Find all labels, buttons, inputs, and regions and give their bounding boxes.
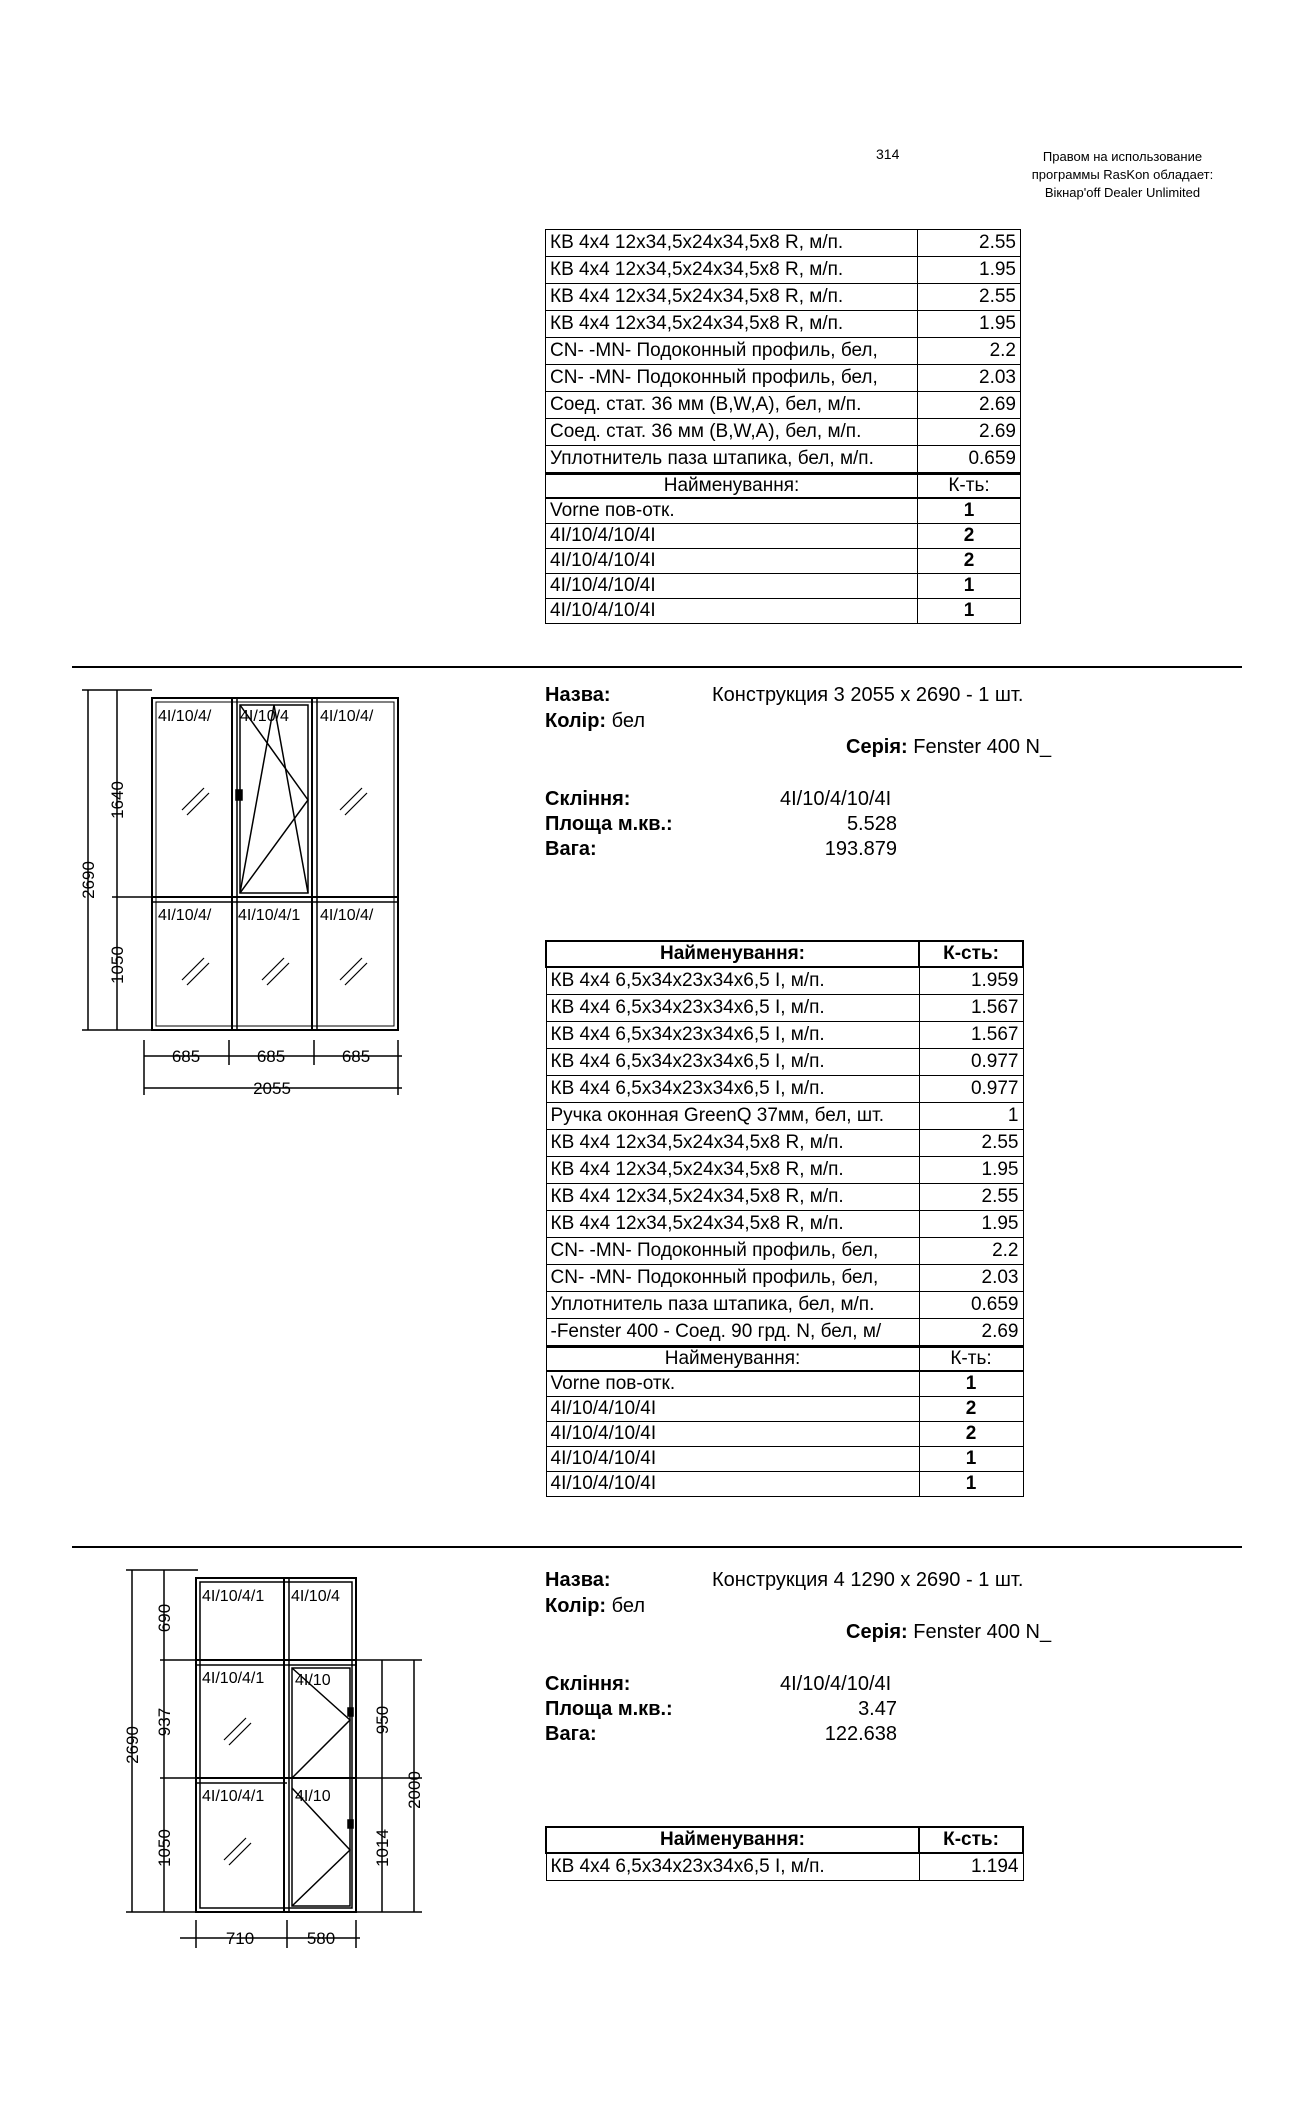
dim-row-height: 937 [155, 1707, 174, 1737]
rights-line: Правом на использование [1042, 149, 1203, 164]
glass-qty: 1 [918, 498, 1021, 524]
item-qty: 1 [919, 1103, 1023, 1130]
item-name: КВ 4x4 12x34,5x24x34,5x8 R, м/п. [546, 284, 918, 311]
name-label: Назва: [545, 1569, 611, 1591]
table-row [546, 230, 1021, 257]
dim-width: 685 [256, 1047, 286, 1066]
header-qty: К-ть: [918, 474, 1021, 499]
pane-label: 4I/10 [295, 1672, 331, 1689]
glass-row [546, 599, 1021, 624]
item-name: КВ 4x4 12x34,5x24x34,5x8 R, м/п. [546, 311, 918, 338]
glass-name: Vorne пов-отк. [546, 498, 918, 524]
pane-label: 4I/10/4 [291, 1588, 340, 1605]
item-qty: 0.977 [919, 1049, 1023, 1076]
table-row [546, 392, 1021, 419]
item-name: Уплотнитель паза штапика, бел, м/п. [546, 1292, 919, 1319]
table-row [546, 1211, 1023, 1238]
construction3-spec-table [545, 940, 1024, 1497]
table-row [546, 1130, 1023, 1157]
table-header [546, 941, 1023, 967]
table-row [546, 1853, 1023, 1881]
item-name: CN- -MN- Подоконный профиль, бел, [546, 1238, 919, 1265]
color-value: бел [611, 710, 645, 732]
pane-label: 4I/10/4/ [158, 708, 212, 725]
table-row [546, 257, 1021, 284]
item-name: CN- -MN- Подоконный профиль, бел, [546, 1265, 919, 1292]
item-qty: 0.977 [919, 1076, 1023, 1103]
series-label: Серія: [846, 1621, 908, 1643]
table-row [546, 1022, 1023, 1049]
item-name: Соед. стат. 36 мм (B,W,A), бел, м/п. [546, 419, 918, 446]
table-row [546, 1103, 1023, 1130]
glass-row [546, 1472, 1023, 1497]
item-qty: 2.03 [918, 365, 1021, 392]
item-name: Уплотнитель паза штапика, бел, м/п. [546, 446, 918, 474]
item-qty: 1.194 [919, 1853, 1023, 1881]
glass-qty: 1 [919, 1472, 1023, 1497]
dim-row-height: 1050 [155, 1829, 174, 1867]
item-qty: 0.659 [918, 446, 1021, 474]
item-name: КВ 4x4 6,5x34x23x34x6,5 I, м/п. [546, 1049, 919, 1076]
table-row [546, 365, 1021, 392]
weight-value: 122.638 [824, 1723, 897, 1745]
glass-row [546, 574, 1021, 599]
construction4-drawing [120, 1560, 440, 1960]
table-row [546, 284, 1021, 311]
table-row [546, 1184, 1023, 1211]
item-qty: 1.959 [919, 967, 1023, 995]
table-row [546, 1238, 1023, 1265]
dim-row-height: 690 [155, 1603, 174, 1633]
item-qty: 2.55 [918, 284, 1021, 311]
table-row [546, 1076, 1023, 1103]
dim-door-lower: 1014 [373, 1829, 392, 1867]
glass-name: 4I/10/4/10/4I [546, 574, 918, 599]
glass-row [546, 498, 1021, 524]
glass-row [546, 1371, 1023, 1397]
item-name: КВ 4x4 6,5x34x23x34x6,5 I, м/п. [546, 1853, 919, 1881]
table-row [546, 1265, 1023, 1292]
weight-label: Вага: [545, 1723, 597, 1745]
table-row [546, 446, 1021, 474]
dim-total-height: 2690 [123, 1726, 142, 1764]
item-qty: 1.95 [919, 1211, 1023, 1238]
table-row [546, 1292, 1023, 1319]
construction-name: Конструкция 3 2055 x 2690 - 1 шт. [712, 684, 1024, 706]
glass-name: 4I/10/4/10/4I [546, 549, 918, 574]
dim-upper-height: 1640 [108, 781, 127, 819]
glass-name: 4I/10/4/10/4I [546, 599, 918, 624]
color-label: Колір: [545, 1595, 607, 1617]
table-row [546, 1319, 1023, 1347]
table-row [546, 338, 1021, 365]
pane-label: 4I/10/4/1 [202, 1670, 265, 1687]
item-name: -Fenster 400 - Соед. 90 грд. N, бел, м/ [546, 1319, 919, 1347]
top-spec-table [545, 229, 1021, 624]
header-qty: К-сть: [919, 941, 1023, 967]
glass-name: Vorne пов-отк. [546, 1371, 919, 1397]
glass-value: 4I/10/4/10/4I [780, 788, 892, 810]
area-value: 3.47 [858, 1698, 897, 1720]
item-qty: 1.95 [919, 1157, 1023, 1184]
header-name: Найменування: [546, 1827, 919, 1853]
construction4-spec-table [545, 1826, 1024, 1881]
area-label: Площа м.кв.: [545, 1698, 673, 1720]
series-label: Серія: [846, 736, 908, 758]
item-qty: 2.69 [918, 392, 1021, 419]
header-qty: К-сть: [919, 1827, 1023, 1853]
weight-label: Вага: [545, 838, 597, 860]
page-number: 314 [876, 146, 900, 162]
table-row [546, 311, 1021, 338]
area-label: Площа м.кв.: [545, 813, 673, 835]
table-row [546, 1049, 1023, 1076]
glass-name: 4I/10/4/10/4I [546, 1422, 919, 1447]
dim-width: 580 [306, 1929, 336, 1948]
item-qty: 2.03 [919, 1265, 1023, 1292]
item-name: КВ 4x4 12x34,5x24x34,5x8 R, м/п. [546, 257, 918, 284]
glass-name: 4I/10/4/10/4I [546, 1472, 919, 1497]
glass-name: 4I/10/4/10/4I [546, 524, 918, 549]
glass-qty: 1 [918, 574, 1021, 599]
item-qty: 2.69 [918, 419, 1021, 446]
item-qty: 0.659 [919, 1292, 1023, 1319]
dim-total-height: 2690 [79, 861, 98, 899]
dim-width: 685 [341, 1047, 371, 1066]
header-qty: К-ть: [919, 1347, 1023, 1372]
table-row [546, 419, 1021, 446]
item-name: КВ 4x4 12x34,5x24x34,5x8 R, м/п. [546, 230, 918, 257]
table-row [546, 1157, 1023, 1184]
glass-qty: 1 [919, 1447, 1023, 1472]
glass-qty: 2 [919, 1422, 1023, 1447]
glass-name: 4I/10/4/10/4I [546, 1397, 919, 1422]
item-qty: 1.567 [919, 1022, 1023, 1049]
item-name: Соед. стат. 36 мм (B,W,A), бел, м/п. [546, 392, 918, 419]
glass-row [546, 524, 1021, 549]
pane-label: 4I/10/4/1 [202, 1588, 265, 1605]
dim-total-width: 2055 [253, 1079, 291, 1098]
rights-notice [1010, 148, 1235, 202]
item-name: CN- -MN- Подоконный профиль, бел, [546, 338, 918, 365]
item-name: КВ 4x4 6,5x34x23x34x6,5 I, м/п. [546, 1022, 919, 1049]
dim-width: 710 [225, 1929, 255, 1948]
series-value: Fenster 400 N_ [913, 736, 1052, 758]
table-row [546, 995, 1023, 1022]
pane-label: 4I/10 [295, 1788, 331, 1805]
rights-line: Вікнар'off Dealer Unlimited [1044, 185, 1201, 200]
item-qty: 2.55 [919, 1184, 1023, 1211]
dim-door-total: 2000 [405, 1771, 424, 1809]
rights-line: программы RasKon обладает: [1031, 167, 1214, 182]
pane-label: 4I/10/4/ [320, 708, 374, 725]
table-row [546, 967, 1023, 995]
header-name: Найменування: [546, 941, 919, 967]
pane-label: 4I/10/4/1 [238, 907, 301, 924]
section-divider [72, 666, 1242, 668]
glass-row [546, 1397, 1023, 1422]
weight-value: 193.879 [824, 838, 897, 860]
item-name: КВ 4x4 6,5x34x23x34x6,5 I, м/п. [546, 1076, 919, 1103]
item-qty: 2.69 [919, 1319, 1023, 1347]
glass-table-header [546, 474, 1021, 499]
glass-name: 4I/10/4/10/4I [546, 1447, 919, 1472]
item-name: КВ 4x4 6,5x34x23x34x6,5 I, м/п. [546, 995, 919, 1022]
item-name: КВ 4x4 12x34,5x24x34,5x8 R, м/п. [546, 1184, 919, 1211]
header-name: Найменування: [546, 1347, 919, 1372]
name-label: Назва: [545, 684, 611, 706]
construction3-drawing [72, 680, 422, 1100]
item-qty: 2.2 [918, 338, 1021, 365]
item-name: Ручка оконная GreenQ 37мм, бел, шт. [546, 1103, 919, 1130]
item-qty: 2.55 [918, 230, 1021, 257]
glass-row [546, 549, 1021, 574]
pane-label: 4I/10/4/1 [202, 1788, 265, 1805]
glass-table-header [546, 1347, 1023, 1372]
glass-row [546, 1447, 1023, 1472]
area-value: 5.528 [846, 813, 897, 835]
construction-name: Конструкция 4 1290 x 2690 - 1 шт. [712, 1569, 1024, 1591]
item-name: КВ 4x4 12x34,5x24x34,5x8 R, м/п. [546, 1157, 919, 1184]
glass-row [546, 1422, 1023, 1447]
pane-label: 4I/10/4/ [158, 907, 212, 924]
glass-label: Скління: [545, 1673, 631, 1695]
item-name: КВ 4x4 12x34,5x24x34,5x8 R, м/п. [546, 1211, 919, 1238]
glass-qty: 1 [918, 599, 1021, 624]
pane-label: 4I/10/4 [240, 708, 289, 725]
color-label: Колір: [545, 710, 607, 732]
item-name: CN- -MN- Подоконный профиль, бел, [546, 365, 918, 392]
dim-door-upper: 950 [373, 1705, 392, 1735]
dim-width: 685 [171, 1047, 201, 1066]
glass-qty: 2 [918, 524, 1021, 549]
item-name: КВ 4x4 12x34,5x24x34,5x8 R, м/п. [546, 1130, 919, 1157]
item-qty: 2.55 [919, 1130, 1023, 1157]
pane-label: 4I/10/4/ [320, 907, 374, 924]
glass-qty: 2 [919, 1397, 1023, 1422]
section-divider [72, 1546, 1242, 1548]
glass-label: Скління: [545, 788, 631, 810]
glass-qty: 1 [919, 1371, 1023, 1397]
color-value: бел [611, 1595, 645, 1617]
series-value: Fenster 400 N_ [913, 1621, 1052, 1643]
item-qty: 1.95 [918, 257, 1021, 284]
item-qty: 2.2 [919, 1238, 1023, 1265]
glass-value: 4I/10/4/10/4I [780, 1673, 892, 1695]
table-header [546, 1827, 1023, 1853]
header-name: Найменування: [546, 474, 918, 499]
item-qty: 1.567 [919, 995, 1023, 1022]
dim-lower-height: 1050 [108, 946, 127, 984]
item-qty: 1.95 [918, 311, 1021, 338]
glass-qty: 2 [918, 549, 1021, 574]
item-name: КВ 4x4 6,5x34x23x34x6,5 I, м/п. [546, 967, 919, 995]
